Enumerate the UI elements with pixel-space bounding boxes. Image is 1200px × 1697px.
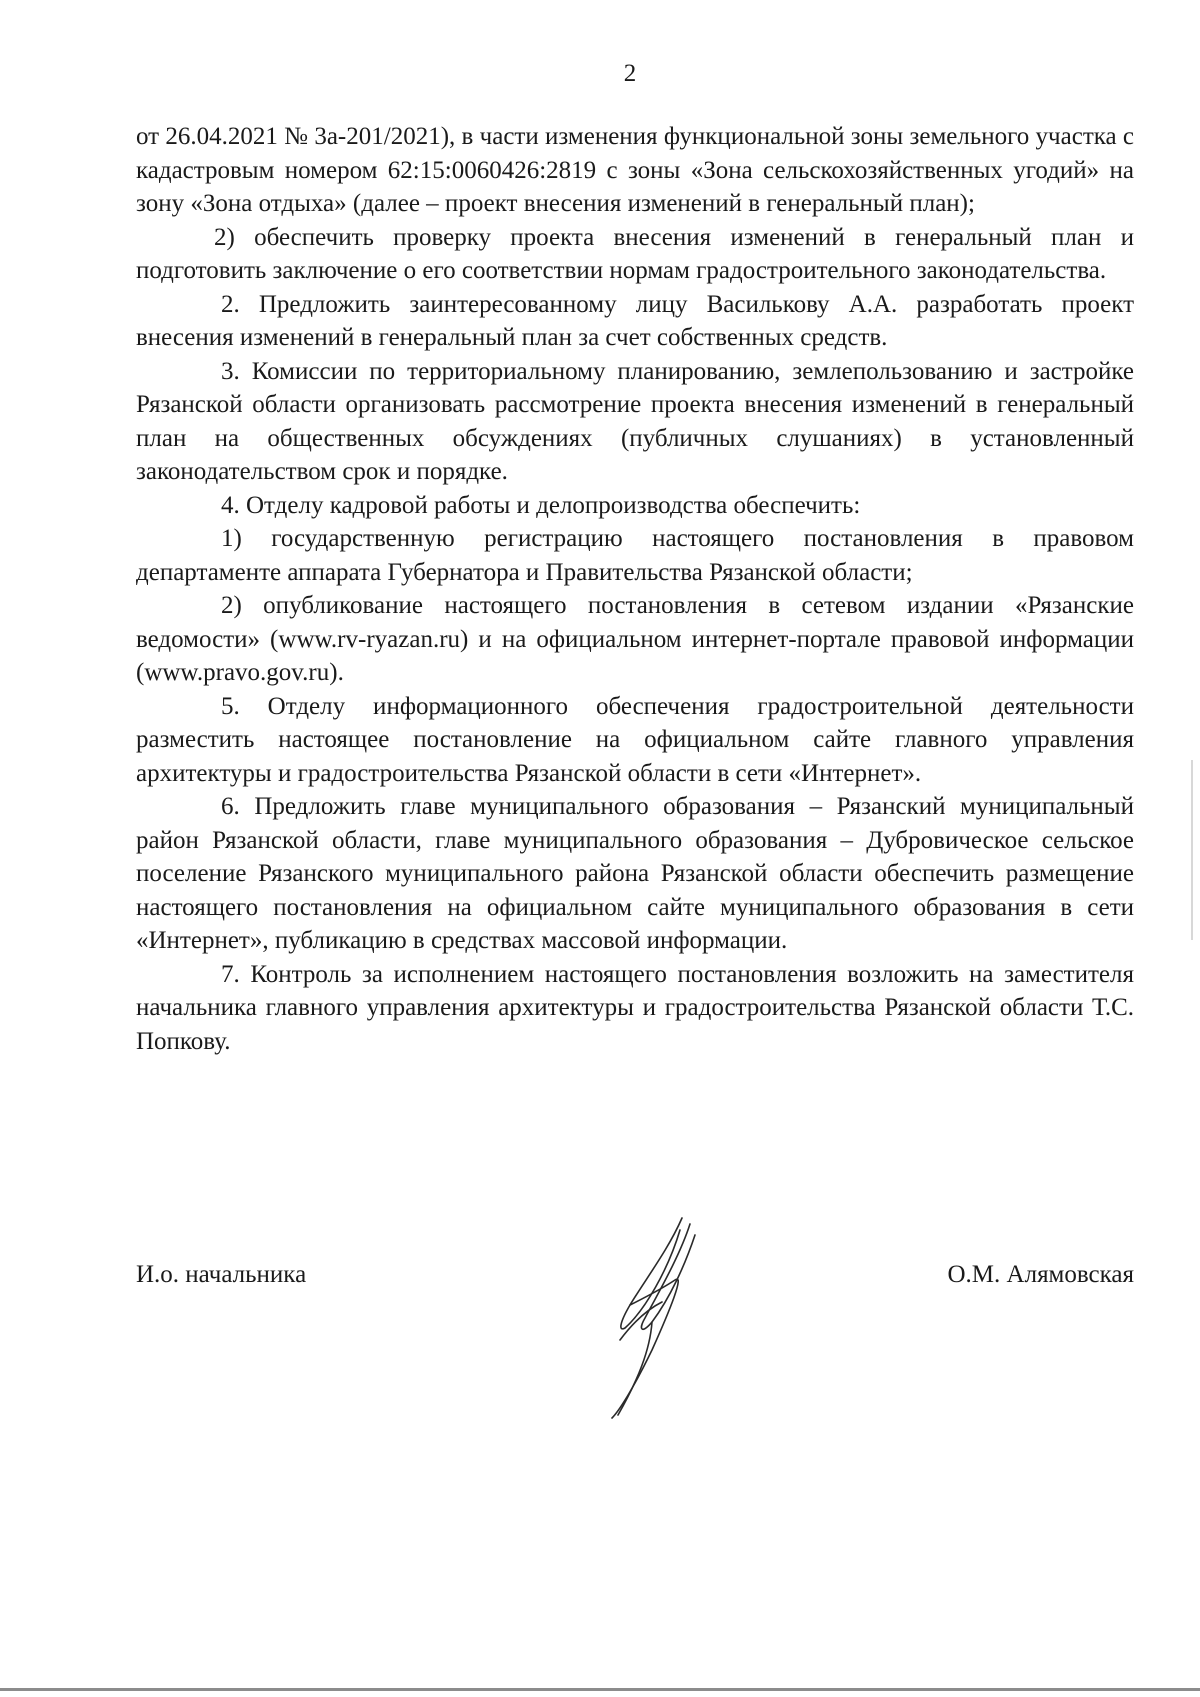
- position-title: И.о. начальника: [136, 1261, 307, 1288]
- paragraph-item-4: 4. Отделу кадровой работы и делопроизводства обеспечить:: [221, 491, 861, 519]
- paragraph-continuation: от 26.04.2021 № 3а-201/2021), в части изменения функциональной зоны земельного участка с кадастровым номером 62:15:0060426:2819 с зоны «Зона сельскохозяйственных угодий» на зону «Зона отдыха» (далее – проект внесения изменений в генеральный план);: [136, 123, 1134, 217]
- paragraph-item-3: 3. Комиссии по территориальному планированию, землепользованию и застройке Рязанской области организовать рассмотрение проекта внесения изменений в генеральный план на общественных обсуждениях (публичных слушаниях) в установленный законодательством срок и порядке.: [136, 357, 1134, 485]
- paragraph-item-4-1: 1) государственную регистрацию настоящего постановления в правовом департаменте аппарата Губернатора и Правительства Рязанской области;: [136, 525, 1134, 586]
- signature-icon: [590, 1210, 760, 1420]
- document-body: [136, 120, 1134, 1058]
- paragraph-item-2: 2. Предложить заинтересованному лицу Василькову А.А. разработать проект внесения изменений в генеральный план за счет собственных средств.: [136, 290, 1134, 351]
- scan-bottom-edge: [0, 1688, 1200, 1691]
- paragraph-item-4-2: 2) опубликование настоящего постановления в сетевом издании «Рязанские ведомости» (www.rv-ryazan.ru) и на официальном интернет-портале правовой информации (www.pravo.gov.ru).: [136, 592, 1134, 686]
- signer-name: О.М. Алямовская: [947, 1261, 1134, 1288]
- scan-artifact-mark: [1191, 760, 1193, 940]
- paragraph-item-6: 6. Предложить главе муниципального образования – Рязанский муниципальный район Рязанской области, главе муниципального образования – Дубровическое сельское поселение Рязанского муниципального района Рязанской области обеспечить размещение настоящего постановления на официальном сайте муниципального образования в сети «Интернет», публикацию в средствах массовой информации.: [136, 793, 1134, 954]
- signature-stroke-3: [612, 1279, 678, 1418]
- paragraph-item-1-2: 2) обеспечить проверку проекта внесения изменений в генеральный план и подготовить заключение о его соответствии нормам градостроительного законодательства.: [136, 223, 1134, 284]
- page-number: 2: [623, 60, 637, 87]
- signature-stroke-1: [621, 1218, 682, 1329]
- signature-stroke-5: [620, 1302, 662, 1340]
- paragraph-item-5: 5. Отделу информационного обеспечения градостроительной деятельности разместить настоящее постановление на официальном сайте главного управления архитектуры и градостроительства Рязанской области в сети «Интернет».: [136, 692, 1134, 787]
- paragraph-item-7: 7. Контроль за исполнением настоящего постановления возложить на заместителя начальника главного управления архитектуры и градостроительства Рязанской области Т.С. Попкову.: [136, 960, 1134, 1055]
